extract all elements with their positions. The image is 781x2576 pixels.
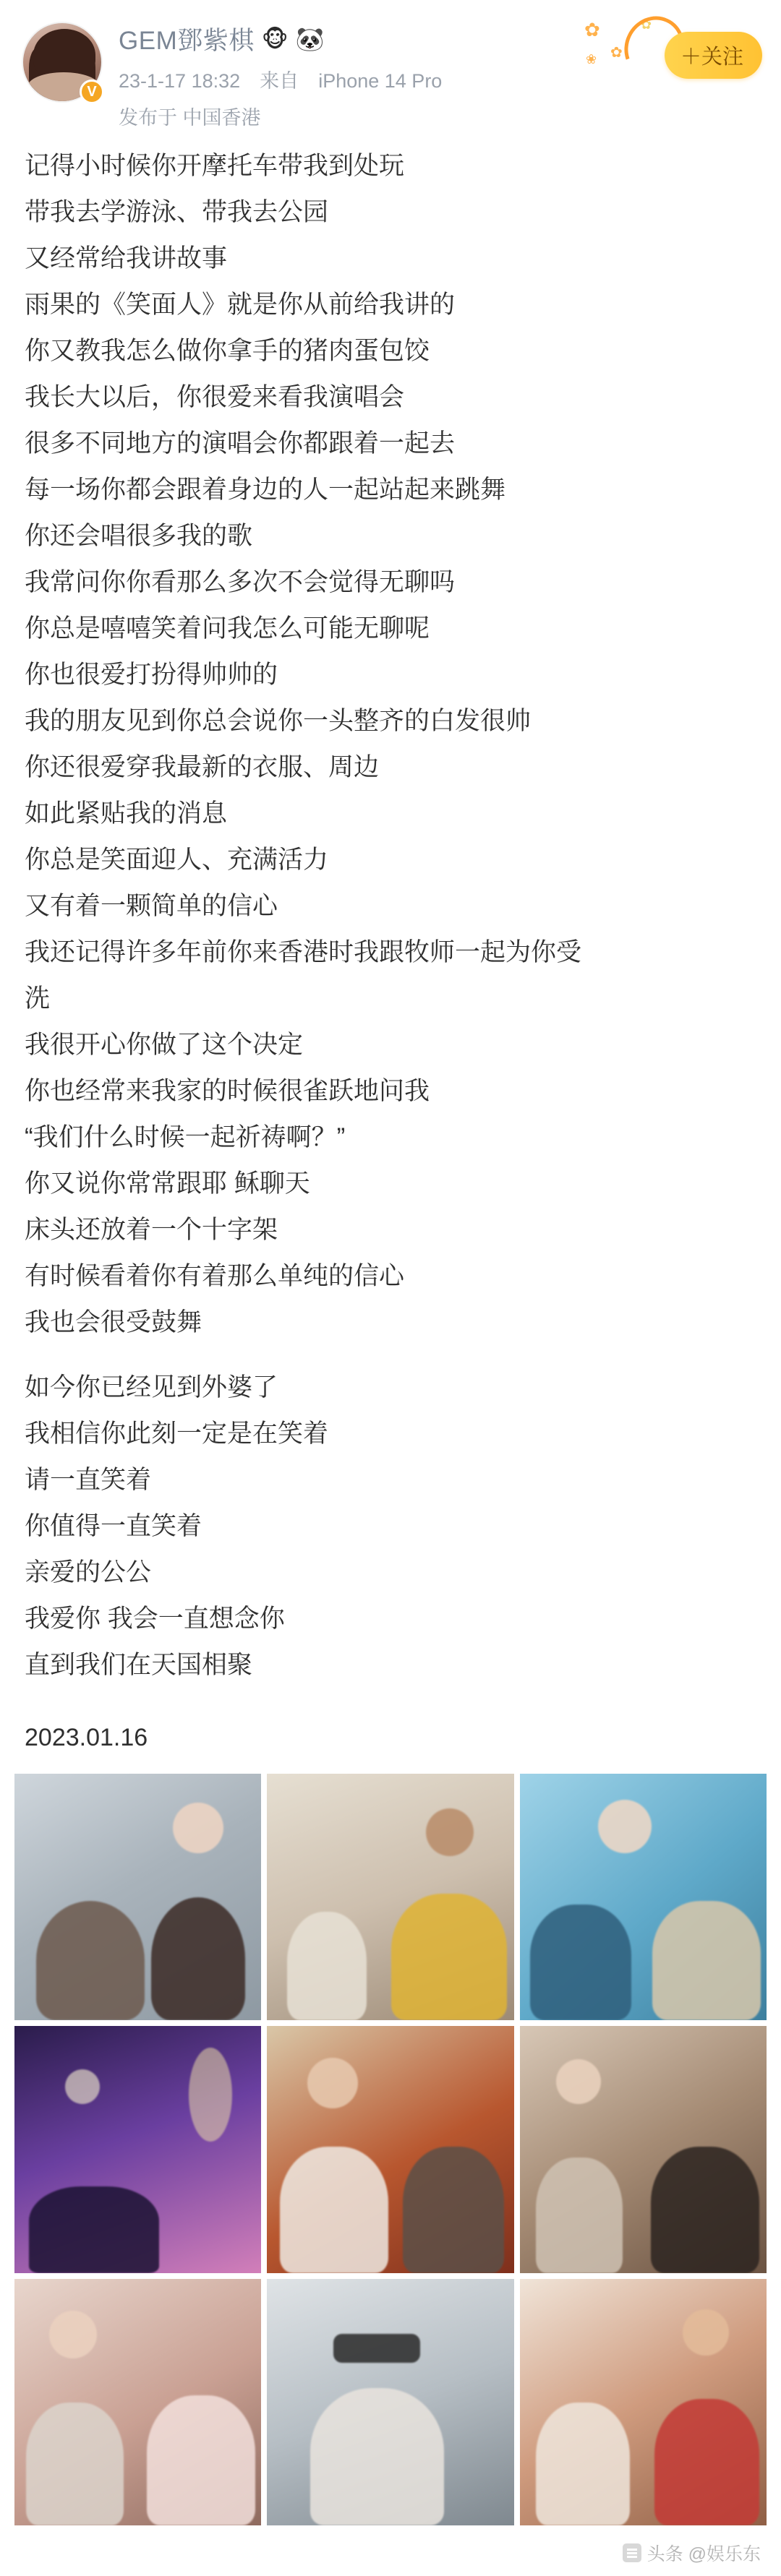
post-line: 床头还放着一个十字架	[25, 1216, 278, 1244]
post-line: 我常问你你看那么多次不会觉得无聊吗	[25, 568, 456, 596]
post-line: 有时候看着你有着那么单纯的信心	[25, 1262, 405, 1290]
photo-shape	[36, 1901, 145, 2020]
post-line: 我很开心你做了这个决定	[25, 1031, 304, 1059]
post-line: 如今你已经见到外婆了	[25, 1373, 278, 1401]
panda-face-icon: 🐼	[295, 26, 325, 52]
post-line: 我还记得许多年前你来香港时我跟牧师一起为你受	[25, 938, 582, 966]
photo-image[interactable]	[267, 2026, 513, 2272]
post-line: 你又教我怎么做你拿手的猪肉蛋包饺	[25, 337, 430, 365]
photo-shape	[280, 2147, 388, 2273]
photo-shape	[530, 1905, 631, 2020]
blossom-icon-4: ✿	[641, 17, 652, 32]
blossom-icon-2: ✿	[610, 45, 623, 61]
username[interactable]: GEM鄧紫棋	[119, 27, 255, 55]
follow-area	[581, 16, 762, 82]
post-line: 每一场你都会跟着身边的人一起站起来跳舞	[25, 476, 506, 504]
post-content	[0, 137, 781, 1761]
photo-thumbnail[interactable]	[14, 2279, 261, 2525]
blossom-icon-3: ❀	[586, 52, 597, 66]
post-line: 又有着一颗简单的信心	[25, 892, 278, 920]
photo-image[interactable]	[520, 2026, 767, 2272]
photo-image[interactable]	[267, 1774, 513, 2020]
footer	[0, 2525, 781, 2576]
photo-thumbnail[interactable]	[267, 2026, 513, 2272]
post-timestamp: 23-1-17 18:32	[119, 70, 241, 92]
photo-thumbnail[interactable]	[14, 1774, 261, 2020]
post-source-device: iPhone 14 Pro	[318, 70, 443, 92]
photo-shape	[598, 1800, 652, 1853]
photo-shape	[307, 2058, 358, 2108]
post-line: 我爱你 我会一直想念你	[25, 1605, 285, 1633]
post-line: 我长大以后，你很爱来看我演唱会	[25, 383, 405, 411]
post-line: 你总是嘻嘻笑着问我怎么可能无聊呢	[25, 614, 430, 643]
toutiao-logo-icon	[623, 2543, 641, 2562]
publish-label: 发布于	[119, 107, 177, 129]
post-line: 带我去学游泳、带我去公园	[25, 198, 329, 226]
photo-shape	[29, 2186, 159, 2273]
photo-thumbnail[interactable]	[267, 2279, 513, 2525]
photo-image[interactable]	[520, 1774, 767, 2020]
photo-shape	[654, 2399, 759, 2525]
photo-shape	[333, 2334, 420, 2363]
photo-shape	[287, 1912, 367, 2020]
photo-image[interactable]	[14, 2026, 261, 2272]
follow-button[interactable]: ＋关注	[665, 32, 762, 79]
post-line: 直到我们在天国相聚	[25, 1651, 253, 1679]
post-line: 你还很爱穿我最新的衣服、周边	[25, 753, 380, 781]
photo-shape	[536, 2403, 630, 2525]
photo-shape	[683, 2309, 729, 2356]
photo-image[interactable]	[520, 2279, 767, 2525]
blossom-icon-1: ✿	[584, 19, 600, 40]
photo-thumbnail[interactable]	[267, 1774, 513, 2020]
post-line: 你又说你常常跟耶 稣聊天	[25, 1169, 310, 1198]
post-line: 记得小时候你开摩托车带我到处玩	[25, 152, 405, 180]
photo-shape	[26, 2403, 124, 2525]
photo-shape	[65, 2069, 100, 2104]
photo-shape	[49, 2311, 97, 2358]
photo-shape	[652, 1901, 761, 2020]
post-line: 你值得一直笑着	[25, 1512, 202, 1540]
photo-shape	[310, 2388, 444, 2525]
photo-image[interactable]	[267, 2279, 513, 2525]
photo-thumbnail[interactable]	[14, 2026, 261, 2272]
post-line: 你也很爱打扮得帅帅的	[25, 661, 278, 689]
avatar[interactable]	[22, 22, 103, 103]
photo-shape	[556, 2059, 601, 2104]
post-line: 雨果的《笑面人》就是你从前给我讲的	[25, 291, 456, 319]
photo-shape	[173, 1803, 223, 1853]
photo-shape	[147, 2395, 255, 2525]
post-line: “我们什么时候一起祈祷啊？”	[25, 1123, 346, 1151]
post-line-blank	[25, 1346, 756, 1365]
watermark-text: 头条 @娱乐东	[646, 2544, 761, 2565]
post-line: 很多不同地方的演唱会你都跟着一起去	[25, 429, 456, 458]
photo-image[interactable]	[14, 1774, 261, 2020]
post-source-prefix: 来自	[260, 70, 299, 92]
post-line: 我的朋友见到你总会说你一头整齐的白发很帅	[25, 707, 532, 735]
photo-shape	[536, 2158, 623, 2273]
post-line: 我也会很受鼓舞	[25, 1308, 202, 1336]
photo-shape	[403, 2147, 504, 2273]
photo-image[interactable]	[14, 2279, 261, 2525]
photo-thumbnail[interactable]	[520, 2279, 767, 2525]
post-line: 我相信你此刻一定是在笑着	[25, 1420, 329, 1448]
photo-shape	[391, 1894, 507, 2020]
monkey-face-icon: 🐵	[261, 26, 289, 52]
photo-thumbnail[interactable]	[520, 1774, 767, 2020]
verified-badge-icon: V	[80, 80, 104, 104]
photo-shape	[651, 2147, 759, 2273]
photo-shape	[426, 1808, 474, 1856]
post-date: 2023.01.16	[25, 1724, 148, 1751]
post-line: 又经常给我讲故事	[25, 244, 228, 272]
photo-shape	[189, 2048, 232, 2142]
post-line: 你也经常来我家的时候很雀跃地问我	[25, 1077, 430, 1105]
post-line: 你还会唱很多我的歌	[25, 522, 253, 550]
photo-shape	[151, 1897, 245, 2020]
photo-grid	[0, 1774, 781, 2525]
publish-location: 中国香港	[182, 107, 261, 129]
post-line: 请一直笑着	[25, 1466, 152, 1494]
post-line: 洗	[25, 984, 51, 1013]
post-line: 你总是笑面迎人、充满活力	[25, 846, 329, 874]
photo-thumbnail[interactable]	[520, 2026, 767, 2272]
post-line: 如此紧贴我的消息	[25, 799, 228, 828]
watermark	[623, 2540, 761, 2566]
post-line: 亲爱的公公	[25, 1558, 152, 1587]
post-header	[0, 0, 781, 137]
post-location	[119, 102, 759, 130]
